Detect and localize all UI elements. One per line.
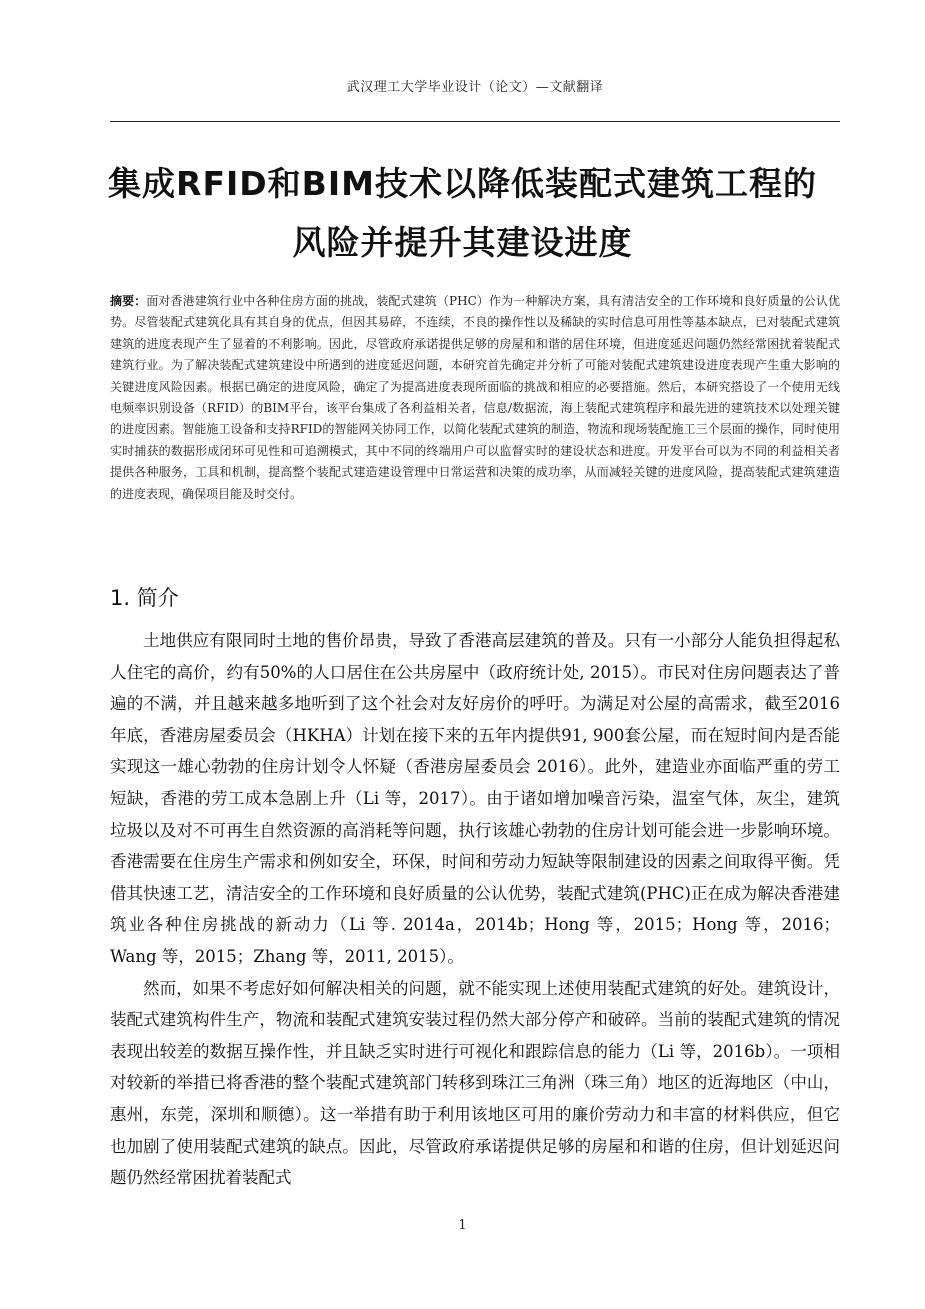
paper-title-line-2: 风险并提升其建设进度 <box>292 223 633 262</box>
body-paragraph-1: 土地供应有限同时土地的售价昂贵，导致了香港高层建筑的普及。只有一小部分人能负担得起私人住宅的高价，约有50%的人口居住在公共房屋中（政府统计处, 2015）。市民对住房问题表达了普遍的不满，并且越来越多地听到了这个社会对友好房价的呼吁。为满足对公屋的高需求，截至2016年底，香港房屋委员会（HKHA）计划在接下来的五年内提供91, 900套公屋，而在短时间内是否能实现这一雄心勃勃的住房计划令人怀疑（香港房屋委员会 2016）。此外，建造业亦面临严重的劳工短缺，香港的劳工成本急剧上升（Li 等，2017）。由于诸如增加噪音污染，温室气体，灰尘，建筑垃圾以及对不可再生自然资源的高消耗等问题，执行该雄心勃勃的住房计划可能会进一步影响环境。香港需要在住房生产需求和例如安全，环保，时间和劳动力短缺等限制建设的因素之间取得平衡。凭借其快速工艺，清洁安全的工作环境和良好质量的公认优势，装配式建筑(PHC)正在成为解决香港建筑业各种住房挑战的新动力（Li 等. 2014a，2014b；Hong 等，2015；Hong 等，2016；Wang 等，2015；Zhang 等，2011, 2015）。 <box>110 631 840 966</box>
section-heading-introduction: 1. 简介 <box>110 586 179 610</box>
body-text <box>110 625 840 1194</box>
abstract <box>110 291 840 505</box>
abstract-label: 摘要： <box>110 294 147 308</box>
abstract-text: 面对香港建筑行业中各种住房方面的挑战，装配式建筑（PHC）作为一种解决方案，具有清洁安全的工作环境和良好质量的公认优势。尽管装配式建筑化具有其自身的优点，但因其易碎，不连续，不良的操作性以及稀缺的实时信息可用性等基本缺点，已对装配式建筑建筑的进度表现产生了显着的不利影响。因此，尽管政府承诺提供足够的房屋和和谐的居住环境，但进度延迟问题仍然经常困扰着装配式建筑行业。为了解决装配式建筑建设中所遇到的进度延迟问题，本研究首先确定并分析了可能对装配式建筑建设进度表现产生重大影响的关键进度风险因素。根据已确定的进度风险，确定了为提高进度表现所面临的挑战和相应的必要措施。然后，本研究搭设了一个使用无线电频率识别设备（RFID）的BIM平台，该平台集成了各利益相关者，信息/数据流，海上装配式建筑程序和最先进的建筑技术以处理关键的进度因素。智能施工设备和支持RFID的智能网关协同工作，以简化装配式建筑的制造，物流和现场装配施工三个层面的操作，同时使用实时捕获的数据形成闭环可见性和可追溯模式，其中不同的终端用户可以监督实时的建设状态和进度。开发平台可以为不同的利益相关者提供各种服务，工具和机制，提高整个装配式建造建设管理中日常运营和决策的成功率，从而减轻关键的进度风险，提高装配式建筑建造的进度表现，确保项目能及时交付。 <box>110 294 840 501</box>
page-number: 1 <box>458 1218 467 1233</box>
running-header: 武汉理工大学毕业设计（论文）—文献翻译 <box>346 80 604 95</box>
body-paragraph-2: 然而，如果不考虑好如何解决相关的问题，就不能实现上述使用装配式建筑的好处。建筑设计，装配式建筑构件生产，物流和装配式建筑安装过程仍然大部分停产和破碎。当前的装配式建筑的情况表现出较差的数据互操作性，并且缺乏实时进行可视化和跟踪信息的能力（Li 等，2016b）。一项相对较新的举措已将香港的整个装配式建筑部门转移到珠江三角洲（珠三角）地区的近海地区（中山，惠州，东莞，深圳和顺德）。这一举措有助于利用该地区可用的廉价劳动力和丰富的材料供应，但它也加剧了使用装配式建筑的缺点。因此，尽管政府承诺提供足够的房屋和和谐的住房，但计划延迟问题仍然经常困扰着装配式 <box>110 978 840 1188</box>
paper-title-line-1: 集成RFID和BIM技术以降低装配式建筑工程的 <box>108 164 817 203</box>
header-divider <box>110 121 840 122</box>
